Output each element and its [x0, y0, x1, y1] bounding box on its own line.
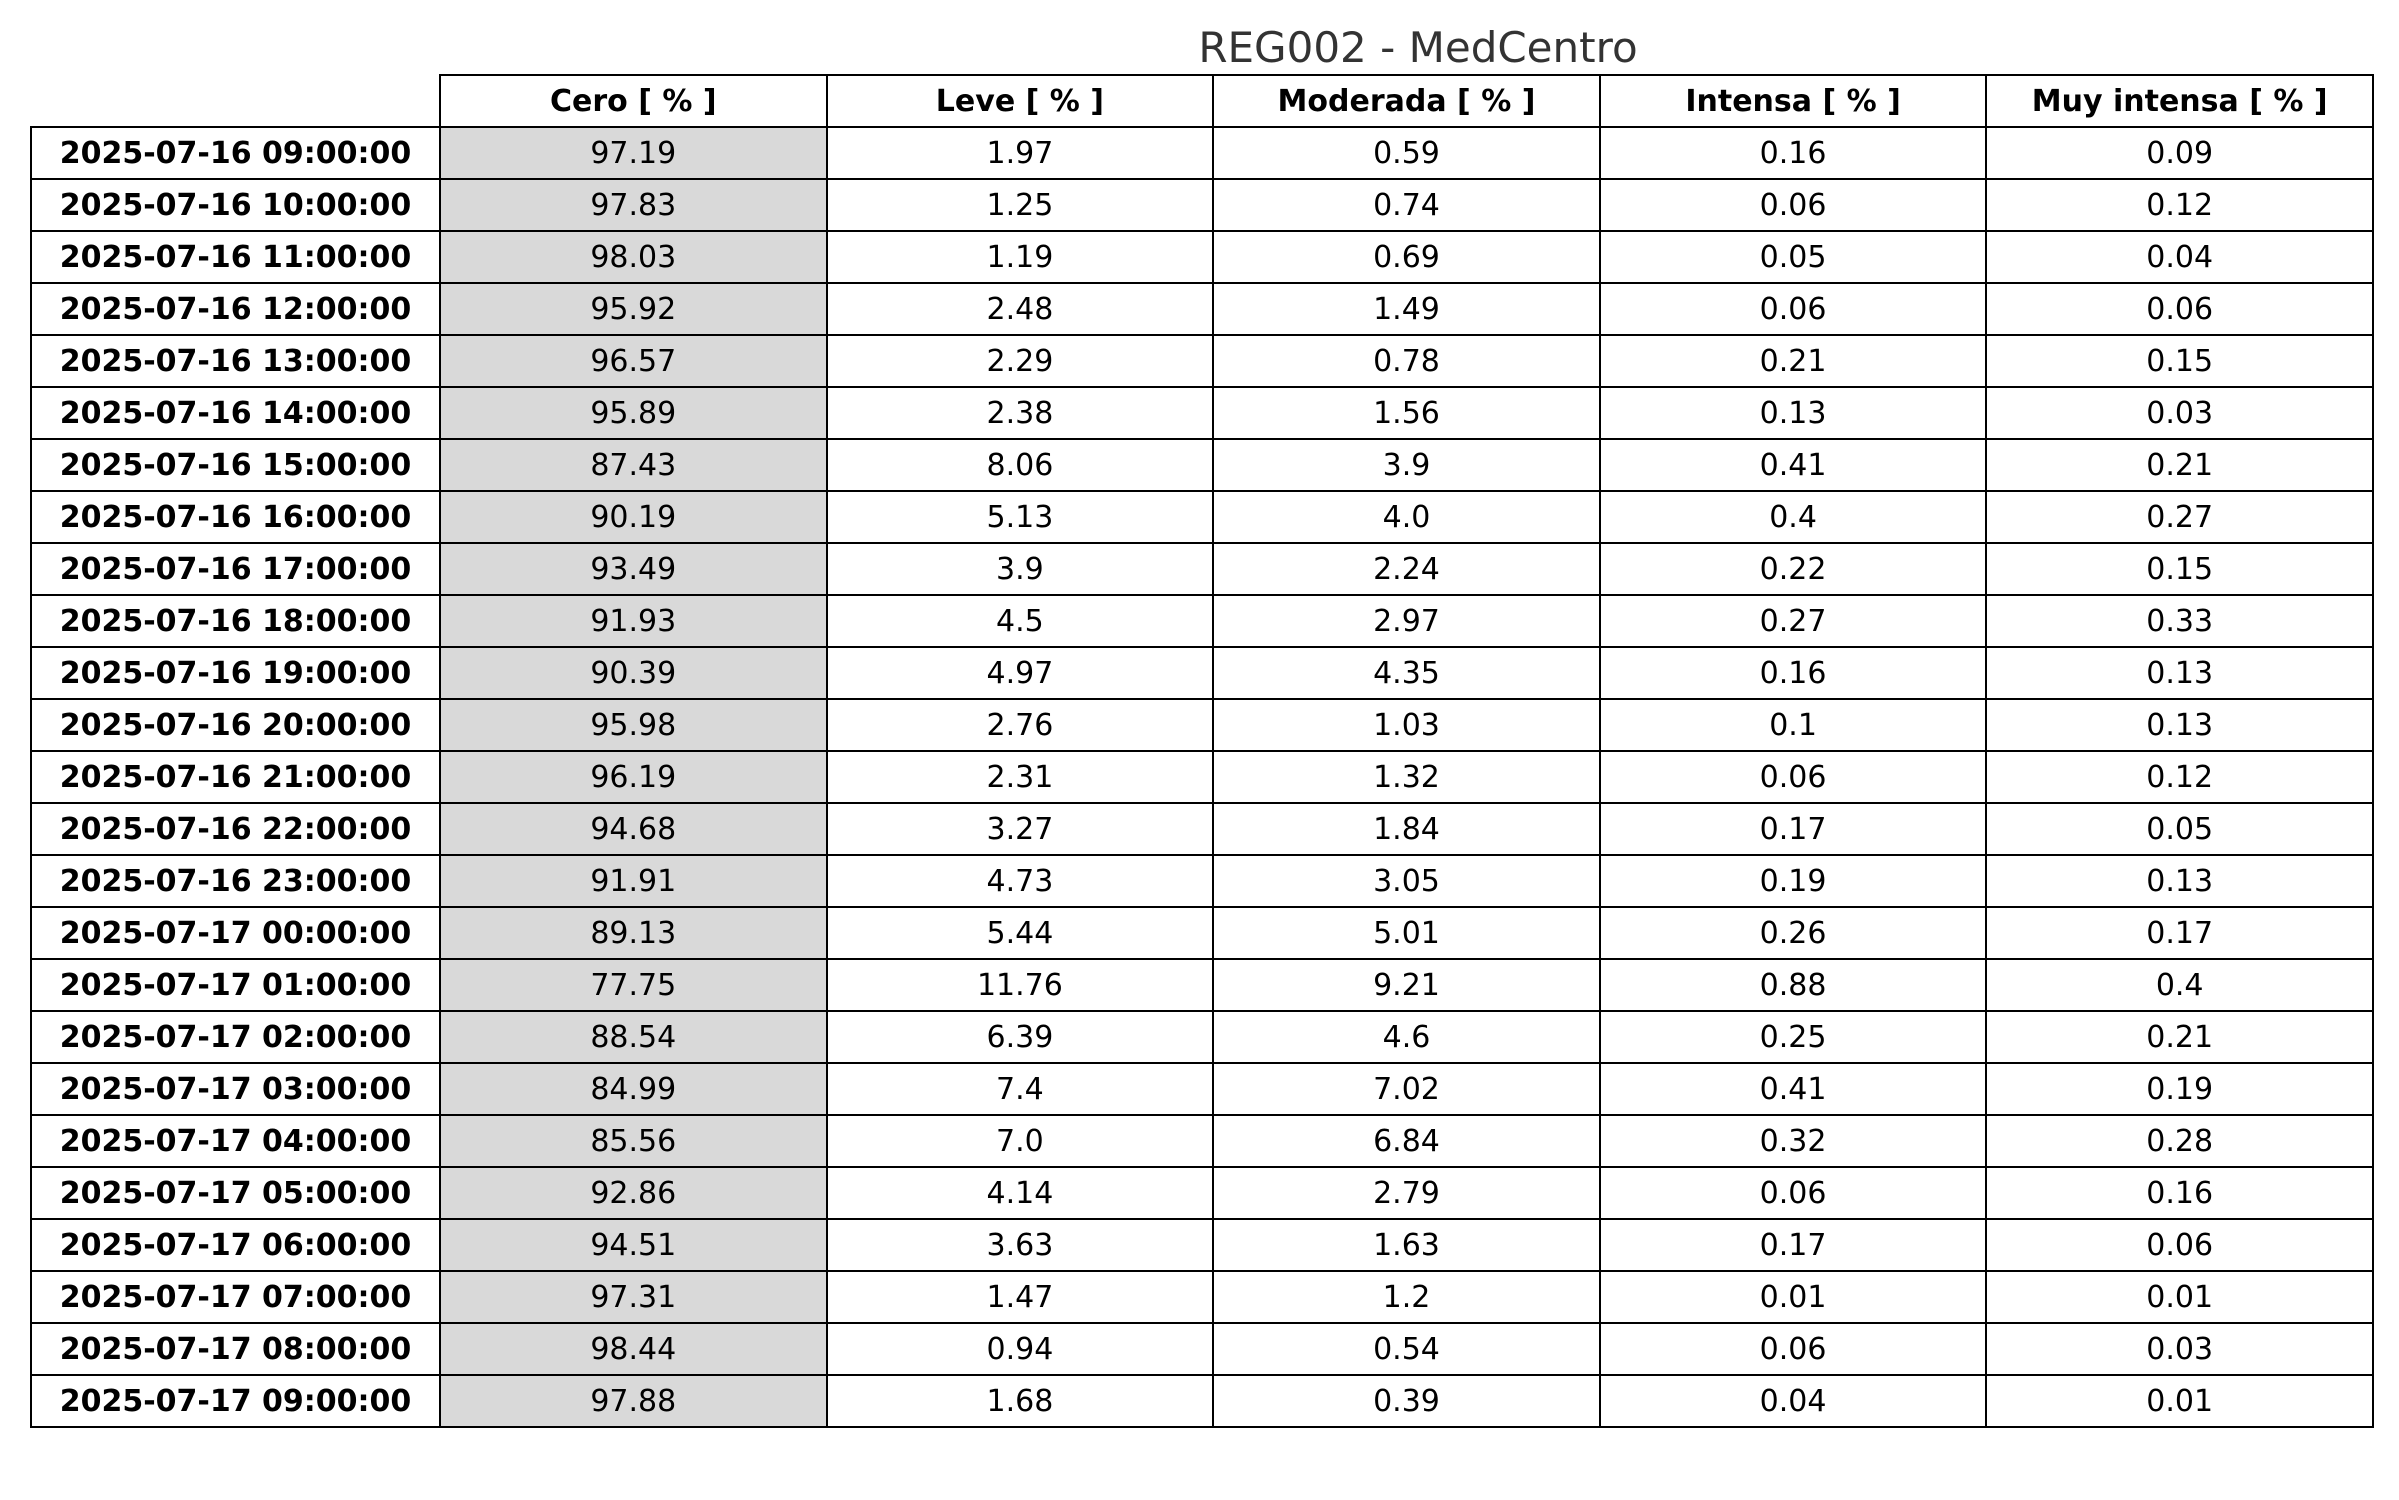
muy-intensa-cell: 0.17: [1986, 907, 2373, 959]
intensa-cell: 0.22: [1600, 543, 1987, 595]
muy-intensa-cell: 0.01: [1986, 1271, 2373, 1323]
leve-cell: 11.76: [827, 959, 1214, 1011]
row-label-cell: 2025-07-17 02:00:00: [31, 1011, 440, 1063]
leve-cell: 1.47: [827, 1271, 1214, 1323]
table-row: [31, 491, 2373, 543]
cero-cell: 94.51: [440, 1219, 827, 1271]
moderada-cell: 3.9: [1213, 439, 1600, 491]
moderada-cell: 6.84: [1213, 1115, 1600, 1167]
leve-cell: 2.48: [827, 283, 1214, 335]
moderada-cell: 3.05: [1213, 855, 1600, 907]
intensa-cell: 0.17: [1600, 803, 1987, 855]
intensa-cell: 0.88: [1600, 959, 1987, 1011]
muy-intensa-cell: 0.27: [1986, 491, 2373, 543]
leve-cell: 4.5: [827, 595, 1214, 647]
moderada-cell: 1.56: [1213, 387, 1600, 439]
cero-cell: 96.57: [440, 335, 827, 387]
row-label-cell: 2025-07-16 14:00:00: [31, 387, 440, 439]
table-row: [31, 127, 2373, 179]
column-header-moderada: Moderada [ % ]: [1213, 75, 1600, 127]
row-label-cell: 2025-07-17 07:00:00: [31, 1271, 440, 1323]
table-row: [31, 439, 2373, 491]
column-header-leve: Leve [ % ]: [827, 75, 1214, 127]
intensa-cell: 0.21: [1600, 335, 1987, 387]
muy-intensa-cell: 0.12: [1986, 179, 2373, 231]
muy-intensa-cell: 0.28: [1986, 1115, 2373, 1167]
muy-intensa-cell: 0.12: [1986, 751, 2373, 803]
intensa-cell: 0.1: [1600, 699, 1987, 751]
row-label-cell: 2025-07-16 09:00:00: [31, 127, 440, 179]
header-row: [31, 75, 2373, 127]
leve-cell: 7.0: [827, 1115, 1214, 1167]
leve-cell: 4.14: [827, 1167, 1214, 1219]
leve-cell: 7.4: [827, 1063, 1214, 1115]
moderada-cell: 2.79: [1213, 1167, 1600, 1219]
table-row: [31, 751, 2373, 803]
leve-cell: 2.31: [827, 751, 1214, 803]
moderada-cell: 9.21: [1213, 959, 1600, 1011]
cero-cell: 95.98: [440, 699, 827, 751]
cero-cell: 92.86: [440, 1167, 827, 1219]
moderada-cell: 1.84: [1213, 803, 1600, 855]
cero-cell: 77.75: [440, 959, 827, 1011]
table-row: [31, 1375, 2373, 1427]
muy-intensa-cell: 0.19: [1986, 1063, 2373, 1115]
muy-intensa-cell: 0.13: [1986, 855, 2373, 907]
table-row: [31, 647, 2373, 699]
intensa-cell: 0.13: [1600, 387, 1987, 439]
muy-intensa-cell: 0.06: [1986, 283, 2373, 335]
muy-intensa-cell: 0.13: [1986, 699, 2373, 751]
row-label-cell: 2025-07-16 18:00:00: [31, 595, 440, 647]
moderada-cell: 0.74: [1213, 179, 1600, 231]
moderada-cell: 0.69: [1213, 231, 1600, 283]
intensa-cell: 0.05: [1600, 231, 1987, 283]
leve-cell: 1.68: [827, 1375, 1214, 1427]
table-row: [31, 543, 2373, 595]
cero-cell: 84.99: [440, 1063, 827, 1115]
row-label-cell: 2025-07-17 00:00:00: [31, 907, 440, 959]
muy-intensa-cell: 0.33: [1986, 595, 2373, 647]
leve-cell: 3.63: [827, 1219, 1214, 1271]
moderada-cell: 4.6: [1213, 1011, 1600, 1063]
cero-cell: 97.88: [440, 1375, 827, 1427]
table-row: [31, 1271, 2373, 1323]
moderada-cell: 1.32: [1213, 751, 1600, 803]
column-header-intensa: Intensa [ % ]: [1600, 75, 1987, 127]
row-label-cell: 2025-07-17 01:00:00: [31, 959, 440, 1011]
leve-cell: 5.44: [827, 907, 1214, 959]
muy-intensa-cell: 0.21: [1986, 439, 2373, 491]
table-row: [31, 595, 2373, 647]
row-label-cell: 2025-07-16 15:00:00: [31, 439, 440, 491]
moderada-cell: 1.03: [1213, 699, 1600, 751]
moderada-cell: 0.78: [1213, 335, 1600, 387]
table-row: [31, 1115, 2373, 1167]
moderada-cell: 1.63: [1213, 1219, 1600, 1271]
row-label-cell: 2025-07-16 22:00:00: [31, 803, 440, 855]
leve-cell: 1.25: [827, 179, 1214, 231]
table-row: [31, 1167, 2373, 1219]
cero-cell: 98.44: [440, 1323, 827, 1375]
row-label-cell: 2025-07-16 19:00:00: [31, 647, 440, 699]
muy-intensa-cell: 0.04: [1986, 231, 2373, 283]
leve-cell: 2.29: [827, 335, 1214, 387]
intensa-cell: 0.01: [1600, 1271, 1987, 1323]
cero-cell: 87.43: [440, 439, 827, 491]
row-label-cell: 2025-07-16 20:00:00: [31, 699, 440, 751]
column-header-muy-intensa: Muy intensa [ % ]: [1986, 75, 2373, 127]
moderada-cell: 2.97: [1213, 595, 1600, 647]
table-row: [31, 959, 2373, 1011]
table-row: [31, 1063, 2373, 1115]
leve-cell: 4.97: [827, 647, 1214, 699]
cero-cell: 95.89: [440, 387, 827, 439]
intensa-cell: 0.4: [1600, 491, 1987, 543]
cero-cell: 96.19: [440, 751, 827, 803]
cero-cell: 93.49: [440, 543, 827, 595]
table-row: [31, 699, 2373, 751]
moderada-cell: 7.02: [1213, 1063, 1600, 1115]
row-label-cell: 2025-07-17 03:00:00: [31, 1063, 440, 1115]
row-label-cell: 2025-07-17 09:00:00: [31, 1375, 440, 1427]
intensa-cell: 0.16: [1600, 127, 1987, 179]
leve-cell: 2.76: [827, 699, 1214, 751]
intensa-cell: 0.41: [1600, 439, 1987, 491]
muy-intensa-cell: 0.13: [1986, 647, 2373, 699]
table-row: [31, 907, 2373, 959]
table-row: [31, 231, 2373, 283]
table-row: [31, 387, 2373, 439]
intensa-cell: 0.19: [1600, 855, 1987, 907]
muy-intensa-cell: 0.15: [1986, 335, 2373, 387]
leve-cell: 0.94: [827, 1323, 1214, 1375]
intensa-cell: 0.41: [1600, 1063, 1987, 1115]
moderada-cell: 1.49: [1213, 283, 1600, 335]
muy-intensa-cell: 0.15: [1986, 543, 2373, 595]
muy-intensa-cell: 0.03: [1986, 387, 2373, 439]
moderada-cell: 4.35: [1213, 647, 1600, 699]
cero-cell: 97.83: [440, 179, 827, 231]
row-label-cell: 2025-07-16 17:00:00: [31, 543, 440, 595]
intensa-cell: 0.06: [1600, 179, 1987, 231]
muy-intensa-cell: 0.4: [1986, 959, 2373, 1011]
intensa-cell: 0.06: [1600, 751, 1987, 803]
intensa-cell: 0.26: [1600, 907, 1987, 959]
muy-intensa-cell: 0.09: [1986, 127, 2373, 179]
table-row: [31, 283, 2373, 335]
table-row: [31, 1219, 2373, 1271]
muy-intensa-cell: 0.03: [1986, 1323, 2373, 1375]
cero-cell: 98.03: [440, 231, 827, 283]
row-label-cell: 2025-07-16 23:00:00: [31, 855, 440, 907]
leve-cell: 3.9: [827, 543, 1214, 595]
cero-cell: 89.13: [440, 907, 827, 959]
leve-cell: 5.13: [827, 491, 1214, 543]
table-row: [31, 1011, 2373, 1063]
muy-intensa-cell: 0.01: [1986, 1375, 2373, 1427]
moderada-cell: 0.59: [1213, 127, 1600, 179]
cero-cell: 91.91: [440, 855, 827, 907]
moderada-cell: 2.24: [1213, 543, 1600, 595]
row-label-cell: 2025-07-17 04:00:00: [31, 1115, 440, 1167]
table-body: [31, 127, 2373, 1427]
table-row: [31, 803, 2373, 855]
cero-cell: 97.19: [440, 127, 827, 179]
leve-cell: 6.39: [827, 1011, 1214, 1063]
row-label-cell: 2025-07-16 12:00:00: [31, 283, 440, 335]
row-label-cell: 2025-07-16 16:00:00: [31, 491, 440, 543]
table-row: [31, 179, 2373, 231]
muy-intensa-cell: 0.05: [1986, 803, 2373, 855]
muy-intensa-cell: 0.21: [1986, 1011, 2373, 1063]
header-corner-cell: [31, 75, 440, 127]
column-header-cero: Cero [ % ]: [440, 75, 827, 127]
cero-cell: 85.56: [440, 1115, 827, 1167]
leve-cell: 8.06: [827, 439, 1214, 491]
cero-cell: 95.92: [440, 283, 827, 335]
intensa-cell: 0.17: [1600, 1219, 1987, 1271]
row-label-cell: 2025-07-17 08:00:00: [31, 1323, 440, 1375]
leve-cell: 1.19: [827, 231, 1214, 283]
intensa-cell: 0.06: [1600, 283, 1987, 335]
cero-cell: 90.39: [440, 647, 827, 699]
row-label-cell: 2025-07-17 05:00:00: [31, 1167, 440, 1219]
data-table: [30, 74, 2374, 1428]
intensa-cell: 0.27: [1600, 595, 1987, 647]
cero-cell: 88.54: [440, 1011, 827, 1063]
leve-cell: 3.27: [827, 803, 1214, 855]
table-row: [31, 1323, 2373, 1375]
row-label-cell: 2025-07-16 10:00:00: [31, 179, 440, 231]
cero-cell: 90.19: [440, 491, 827, 543]
intensa-cell: 0.25: [1600, 1011, 1987, 1063]
chart-title: REG002 - MedCentro: [1198, 23, 1638, 72]
intensa-cell: 0.16: [1600, 647, 1987, 699]
intensa-cell: 0.06: [1600, 1323, 1987, 1375]
row-label-cell: 2025-07-17 06:00:00: [31, 1219, 440, 1271]
moderada-cell: 4.0: [1213, 491, 1600, 543]
intensa-cell: 0.04: [1600, 1375, 1987, 1427]
muy-intensa-cell: 0.06: [1986, 1219, 2373, 1271]
cero-cell: 97.31: [440, 1271, 827, 1323]
leve-cell: 4.73: [827, 855, 1214, 907]
table-row: [31, 335, 2373, 387]
cero-cell: 91.93: [440, 595, 827, 647]
row-label-cell: 2025-07-16 13:00:00: [31, 335, 440, 387]
leve-cell: 1.97: [827, 127, 1214, 179]
moderada-cell: 0.39: [1213, 1375, 1600, 1427]
moderada-cell: 1.2: [1213, 1271, 1600, 1323]
row-label-cell: 2025-07-16 21:00:00: [31, 751, 440, 803]
leve-cell: 2.38: [827, 387, 1214, 439]
muy-intensa-cell: 0.16: [1986, 1167, 2373, 1219]
moderada-cell: 0.54: [1213, 1323, 1600, 1375]
intensa-cell: 0.06: [1600, 1167, 1987, 1219]
cero-cell: 94.68: [440, 803, 827, 855]
moderada-cell: 5.01: [1213, 907, 1600, 959]
intensa-cell: 0.32: [1600, 1115, 1987, 1167]
table-row: [31, 855, 2373, 907]
row-label-cell: 2025-07-16 11:00:00: [31, 231, 440, 283]
